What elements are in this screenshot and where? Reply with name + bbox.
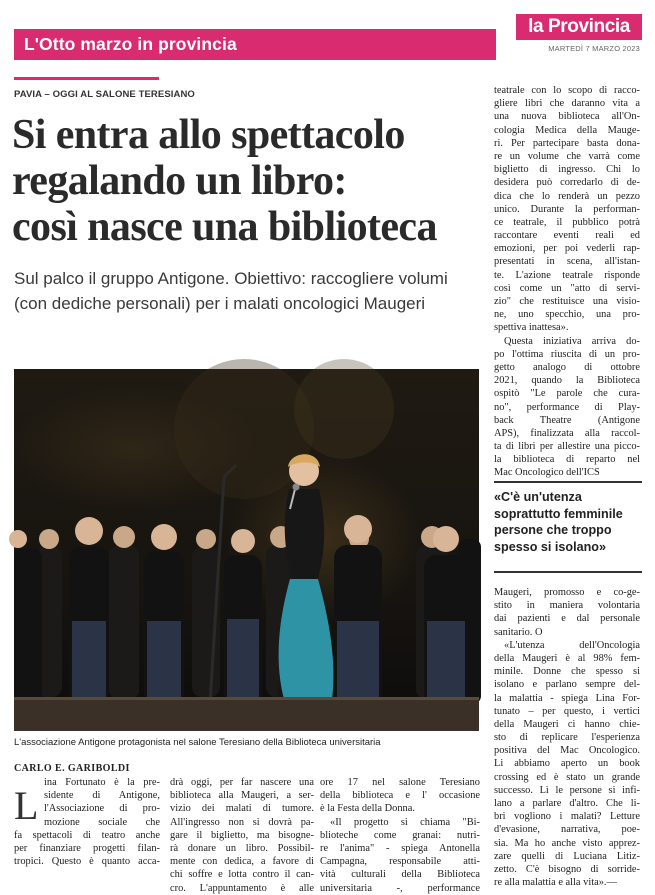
text-line: è la Festa della Donna. [320,803,415,815]
text-line: biblioteca alla Maugeri, a ser- [170,790,314,802]
text-line: mozione sociale che [44,816,160,828]
text-line: una nuova biblioteca all'On- [494,111,640,123]
text-line: zetto. C'è bisogno di sorride- [494,863,640,875]
text-line: dica che lo renderà un pezzo [494,190,640,202]
issue-date: MARTEDÌ 7 MARZO 2023 [548,44,640,53]
text-line: APS), finalizzata alla raccol- [494,427,640,439]
drop-cap: L [14,783,39,828]
text-line: biglietto di ingresso. Chi lo [494,164,640,176]
text-line: così come un "atto di servi- [494,282,640,294]
text-line: cologia Medica della Mauge- [494,124,640,136]
photo-caption: L'associazione Antigone protagonista nel salone Teresiano della Biblioteca universitaria [14,737,381,748]
text-line: re alla malattia e alla vita».— [494,877,617,889]
text-line: desidera può corredarlo di de- [494,177,640,189]
text-line: bri vogliono i malati? Letture [494,811,640,823]
text-line: te. L'azione teatrale risponde [494,269,640,281]
text-line: universitaria -, performance [320,882,480,894]
text-line: zare quelli di Luciana Litiz- [494,850,640,862]
newspaper-logo: la Provincia [516,14,642,40]
text-line: ore 17 nel salone Teresiano [320,777,480,788]
text-line: per finanziare progetti filan- [14,842,160,854]
headline-line: così nasce una biblioteca [12,204,437,250]
text-line: Maugeri, promosso e co-ge- [494,587,640,598]
pull-quote-rule [494,571,642,573]
text-line: la biblioteca di reparto nel [494,454,640,466]
masthead [0,0,655,66]
headline [12,112,482,250]
text-line: no", performance di Play- [494,401,640,413]
text-line: All'ingresso non si dovrà pa- [170,816,314,828]
text-line: chi soffre e lotta contro il can- [170,869,314,881]
text-line: drà oggi, per far nascere una [170,777,314,788]
text-line: ospitò "Le parole che cura- [494,388,640,400]
headline-line: Si entra allo spettacolo [12,112,405,158]
text-line: Questa iniziativa arriva do- [504,335,640,347]
text-line: back Theatre (Antigone [494,414,640,426]
text-line: teatrale con lo scopo di racco- [494,85,640,96]
text-line: vizio dei malati di tumore. [170,803,314,815]
text-line: sia. Ma ho anche visto apprez- [494,837,640,849]
text-line: tunato – per questo, i vertici [494,705,640,717]
text-line: blioteche come granai: nutri- [320,829,480,841]
kicker-rule [14,77,159,80]
text-line: «L'utenza dell'Oncologia [504,639,640,651]
pull-quote-line: «C'è un'utenza [494,490,582,504]
text-line: emozioni, per poi vederli rap- [494,243,640,255]
headline-line: regalando un libro: [12,158,347,204]
stage-photo-illustration [14,369,479,731]
pull-quote-rule [494,481,642,483]
text-line: 2021, quando la Biblioteca [494,375,640,387]
text-line: «Il progetto si chiama "Bi- [330,816,480,828]
text-line: successo. Lì le persone si infi- [494,784,640,796]
subheadline [14,266,484,316]
text-line: positiva del Mac Oncologico. [494,745,640,757]
text-line: Campagna, responsabile atti- [320,856,480,868]
text-line: minile. Donne che spesso si [494,666,640,678]
text-line: l'Associazione di pro- [44,803,160,815]
subheadline-line: Sul palco il gruppo Antigone. Obiettivo: raccogliere volumi [14,269,448,288]
byline: CARLO E. GARIBOLDI [14,763,130,774]
text-line: stito in maniera volontaria [494,600,640,612]
subheadline-line: (con dediche personali) per i malati oncologici Maugeri [14,294,426,313]
text-line: po l'ottima riuscita di un pro- [494,348,640,360]
pull-quote-line: spesso si isolano» [494,539,606,554]
stage-photo [14,369,479,731]
text-line: re un volume che varrà come [494,150,640,162]
text-line: isolano e parlano sempre del- [494,679,640,691]
text-line: ne, uno specchio, una pro- [494,309,640,321]
article-column-5 [494,586,640,889]
text-line: re l'anima" - spiega Antonella [320,842,480,854]
pull-quote-line: persone che troppo [494,523,612,537]
text-line: gare il biglietto, ma bisogne- [170,829,314,841]
text-line: ina Fortunato è la pre- [44,777,160,788]
article-column-1 [14,776,160,868]
text-line: ta di libri per allestire una picco- [494,441,640,453]
pull-quote [494,489,644,555]
text-line: della Maugeri ci hanno chie- [494,718,640,730]
text-line: dai pazienti e dal personale [494,613,640,625]
text-line: rà donare un libro. Possibil- [170,842,314,854]
text-line: spettiva inattesa». [494,322,569,334]
text-line: ri. Per partecipare basta dona- [494,137,640,149]
text-line: fa spettacoli di teatro anche [14,829,160,841]
text-line: della biblioteca e l' occasione [320,790,480,802]
text-line: vità culturali della Biblioteca [320,869,480,881]
text-line: raccontare eventi reali ed [494,230,640,242]
text-line: presentati in scena, all'istan- [494,256,640,268]
pull-quote-line: soprattutto femminile [494,506,623,521]
section-title: L'Otto marzo in provincia [14,29,496,60]
text-line: gliere libri che daranno vita a [494,98,640,110]
text-line: mente con dedica, a favore di [170,856,314,868]
text-line: cro. L'appuntamento è alle [170,882,314,894]
text-line: della Maugeri è al 98% fem- [494,652,640,664]
kicker: PAVIA – OGGI AL SALONE TERESIANO [14,89,195,100]
text-line: getto analogo di ottobre [494,361,640,373]
article-column-4 [494,84,640,480]
text-line: lano a parlare d'altro. Che li- [494,798,640,809]
text-line: sanitario. O [494,626,543,638]
text-line: d'evasione, narrativa, poe- [494,824,640,836]
text-line: sto di replicare l'esperienza [494,732,640,744]
text-line: crossing ed è stato un grande [494,771,640,783]
text-line: tropici. Questo è quanto acca- [14,856,160,868]
text-line: unico. Durante la performan- [494,203,640,215]
article-column-3 [320,776,480,895]
article-column-2 [170,776,314,895]
text-line: la malattia - spiega Lina For- [494,692,640,704]
text-line: Mac Oncologico dell'ICS [494,467,600,479]
text-line: zio" che restituisce una visio- [494,296,640,307]
text-line: Li abbiamo aperto un book [494,758,640,770]
text-line: ce teatrale, il pubblico potrà [494,216,640,228]
text-line: sidente di Antigone, [44,790,160,802]
